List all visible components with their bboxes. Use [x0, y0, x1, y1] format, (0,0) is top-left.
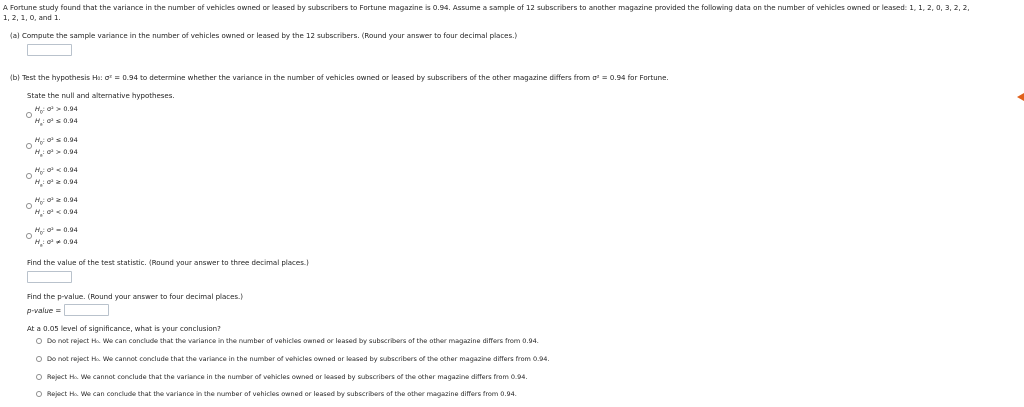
conclusion-radio-1[interactable] [36, 338, 42, 344]
hypothesis-5-ha: σ² ≠ 0.94 [46, 238, 78, 246]
conclusion-radio-4[interactable] [36, 391, 42, 397]
hypothesis-radio-3[interactable] [26, 173, 32, 179]
conclusion-radio-3[interactable] [36, 374, 42, 380]
p-value-input[interactable] [64, 304, 109, 316]
hypotheses-instruction: State the null and alternative hypotheses. [27, 92, 175, 100]
conclusion-4-text: Reject H₀. We can conclude that the variance in the number of vehicles owned or leased by subscribers of the other magazine differs from 0.94. [47, 390, 517, 398]
conclusion-question: At a 0.05 level of significance, what is your conclusion? [27, 325, 221, 333]
sample-variance-input[interactable] [27, 44, 72, 56]
test-statistic-input[interactable] [27, 271, 72, 283]
hypothesis-5-h0: σ² = 0.94 [47, 226, 78, 234]
hypothesis-radio-2[interactable] [26, 143, 32, 149]
problem-statement-line-2: 1, 2, 1, 0, and 1. [3, 14, 61, 22]
hypothesis-2-h0: σ² ≤ 0.94 [47, 136, 78, 144]
p-value-label: Find the p-value. (Round your answer to four decimal places.) [27, 293, 244, 301]
hypothesis-1-ha: σ² ≤ 0.94 [46, 117, 78, 125]
conclusion-3-text: Reject H₀. We cannot conclude that the variance in the number of vehicles owned or leased by subscribers of the other magazine differs from 0.94. [47, 373, 528, 381]
conclusion-radio-2[interactable] [36, 356, 42, 362]
hypothesis-4-ha: σ² < 0.94 [46, 208, 78, 216]
hypothesis-1-h0: σ² > 0.94 [47, 105, 78, 113]
hypothesis-radio-4[interactable] [26, 203, 32, 209]
hypothesis-4-h0: σ² ≥ 0.94 [47, 196, 78, 204]
orange-arrow-icon[interactable] [1017, 93, 1024, 101]
hypothesis-3-h0: σ² < 0.94 [47, 166, 78, 174]
p-value-prefix: p-value = [27, 307, 62, 315]
part-a-prompt: (a) Compute the sample variance in the number of vehicles owned or leased by the 12 subscribers. (Round your answer to four decimal places.) [10, 32, 518, 40]
hypothesis-radio-5[interactable] [26, 233, 32, 239]
hypothesis-2-ha: σ² > 0.94 [46, 148, 78, 156]
part-b-prompt: (b) Test the hypothesis H₀: σ² = 0.94 to determine whether the variance in the number of vehicles owned or leased by subscribers of the other magazine differs from σ² = 0.94 for Fortune. [10, 74, 669, 82]
conclusion-2-text: Do not reject H₀. We cannot conclude that the variance in the number of vehicles owned or leased by subscribers of the other magazine differs from 0.94. [47, 355, 550, 363]
hypothesis-radio-1[interactable] [26, 112, 32, 118]
hypothesis-3-ha: σ² ≥ 0.94 [46, 178, 78, 186]
test-statistic-label: Find the value of the test statistic. (Round your answer to three decimal places.) [27, 259, 309, 267]
problem-statement-line-1: A Fortune study found that the variance in the number of vehicles owned or leased by subscribers to Fortune magazine is 0.94. Assume a sample of 12 subscribers to another magazine provided the following data on the number of vehicles owned or leased: 1, 1, 2, 0, 3, 2, 2, [3, 4, 970, 12]
conclusion-1-text: Do not reject H₀. We can conclude that the variance in the number of vehicles owned or leased by subscribers of the other magazine differs from 0.94. [47, 337, 539, 345]
